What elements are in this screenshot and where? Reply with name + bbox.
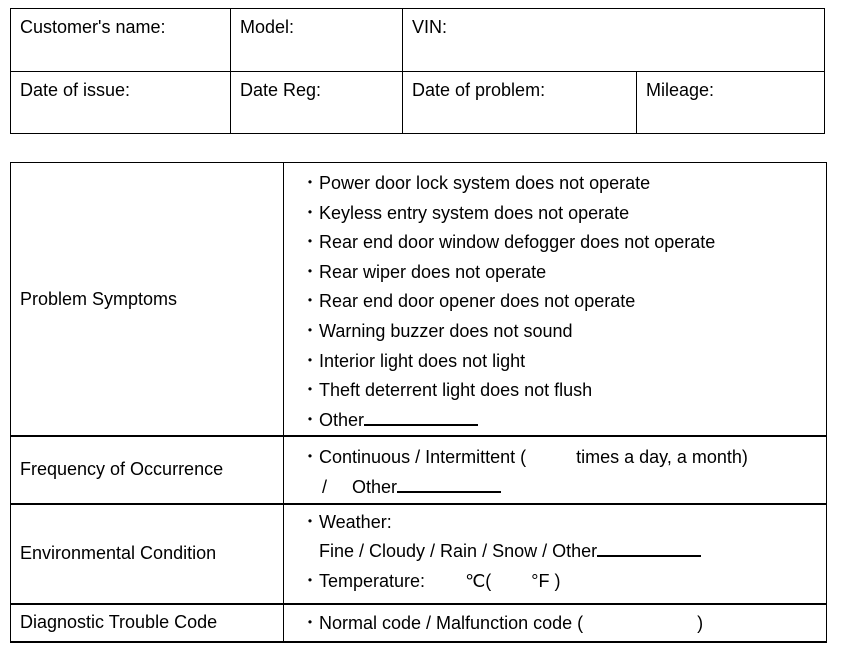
dtc-label: Diagnostic Trouble Code bbox=[11, 604, 284, 642]
vehicle-info-table bbox=[10, 8, 825, 134]
date-reg-field[interactable] bbox=[231, 71, 403, 134]
date-of-issue-field[interactable] bbox=[11, 71, 231, 134]
frequency-line-2[interactable]: / Other bbox=[301, 473, 826, 503]
frequency-line-1[interactable]: ・Continuous / Intermittent ( times a day, a month) bbox=[301, 447, 748, 468]
environmental-condition-label: Environmental Condition bbox=[11, 504, 284, 604]
customer-name-field[interactable] bbox=[11, 9, 231, 72]
symptom-item[interactable]: ・Keyless entry system does not operate bbox=[301, 202, 630, 223]
symptom-item[interactable]: ・Interior light does not light bbox=[301, 350, 526, 371]
problem-symptoms-label: Problem Symptoms bbox=[11, 163, 284, 437]
vin-label: VIN: bbox=[412, 17, 448, 37]
date-of-problem-field[interactable] bbox=[403, 71, 637, 134]
customer-name-label: Customer's name: bbox=[20, 17, 166, 37]
vin-field[interactable] bbox=[403, 9, 825, 72]
weather-other-blank-line[interactable] bbox=[597, 541, 701, 557]
mileage-field[interactable] bbox=[637, 71, 825, 134]
symptom-item[interactable]: ・Warning buzzer does not sound bbox=[301, 320, 573, 341]
date-of-problem-label: Date of problem: bbox=[412, 79, 546, 100]
symptom-item-other[interactable]: ・Other bbox=[301, 406, 826, 436]
environmental-options bbox=[284, 504, 827, 604]
model-field[interactable] bbox=[231, 9, 403, 72]
symptom-item[interactable]: ・Rear wiper does not operate bbox=[301, 261, 547, 282]
temperature-line[interactable]: ・Temperature: ℃( °F ) bbox=[301, 570, 561, 591]
symptom-item[interactable]: ・Rear end door window defogger does not operate bbox=[301, 232, 716, 253]
other-blank-line[interactable] bbox=[364, 410, 478, 426]
frequency-options bbox=[284, 436, 827, 503]
symptom-item[interactable]: ・Power door lock system does not operate bbox=[301, 173, 651, 193]
symptom-item[interactable]: ・Rear end door opener does not operate bbox=[301, 291, 636, 312]
problem-symptoms-list bbox=[284, 163, 827, 437]
weather-options-line[interactable]: Fine / Cloudy / Rain / Snow / Other bbox=[301, 537, 826, 567]
weather-line[interactable]: ・Weather: bbox=[301, 511, 392, 532]
frequency-label: Frequency of Occurrence bbox=[11, 436, 284, 503]
date-reg-label: Date Reg: bbox=[240, 79, 322, 100]
dtc-line[interactable]: ・Normal code / Malfunction code ( ) bbox=[301, 612, 704, 633]
problem-details-table bbox=[10, 162, 827, 643]
frequency-other-blank-line[interactable] bbox=[397, 477, 501, 493]
symptom-item[interactable]: ・Theft deterrent light does not flush bbox=[301, 380, 593, 401]
dtc-options bbox=[284, 604, 827, 642]
model-label: Model: bbox=[240, 17, 295, 37]
date-of-issue-label: Date of issue: bbox=[20, 79, 131, 100]
mileage-label: Mileage: bbox=[646, 79, 715, 100]
